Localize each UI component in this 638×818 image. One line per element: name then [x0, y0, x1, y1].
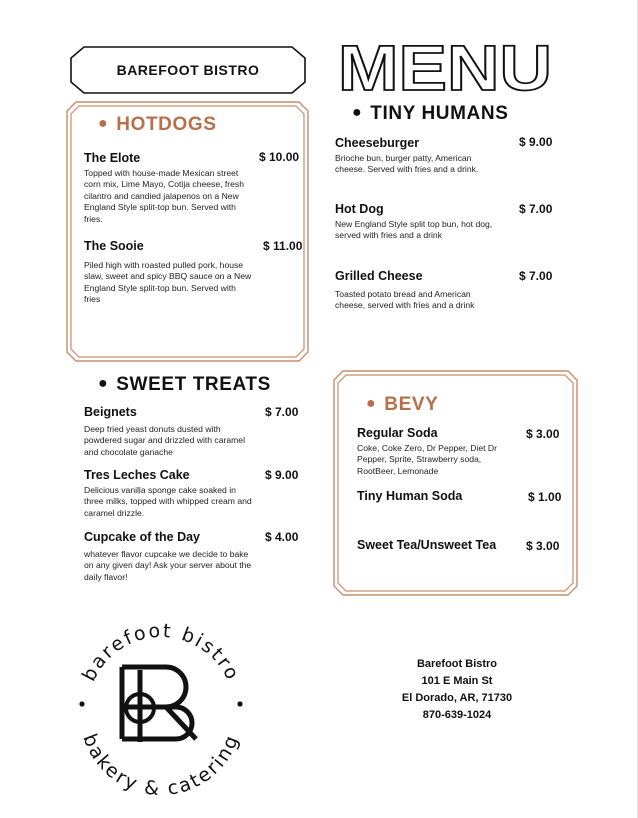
bevy-title: BEVY: [384, 394, 439, 415]
item-description: New England Style split top bun, hot dog, served with fries and a drink: [335, 219, 493, 241]
item-description: Delicious vanilla sponge cake soaked in three milks, topped with whipped cream and caramel drizzle.: [84, 485, 252, 518]
menu-item: [84, 151, 254, 225]
item-name: Cupcake of the Day: [84, 530, 201, 544]
item-name: Hot Dog: [335, 202, 384, 216]
hotdogs-title: HOTDOGS: [116, 114, 217, 135]
contact-name: Barefoot Bistro: [416, 658, 498, 670]
item-description: Topped with house-made Mexican street corn mix, Lime Mayo, Cotija cheese, fresh cilantro and candied jalapenos on a New England Style split-top bun. Served with fries.: [84, 168, 244, 224]
contact-city: El Dorado, AR, 71730: [401, 692, 513, 704]
item-name: Beignets: [84, 405, 137, 419]
item-description: Deep fried yeast donuts dusted with powdered sugar and drizzled with caramel and chocolate ganache: [84, 424, 245, 457]
item-price: $ 10.00: [259, 150, 300, 164]
item-description: Piled high with roasted pulled pork, house slaw, sweet and spicy BBQ sauce on a New England Style split-top bun. Served with fries: [84, 260, 252, 305]
item-name: Cheeseburger: [335, 136, 420, 150]
menu-item: [84, 239, 254, 306]
contact-phone: 870-639-1024: [422, 709, 492, 721]
item-name: Regular Soda: [357, 426, 438, 440]
item-price: $ 7.00: [519, 269, 553, 283]
sweet-treats-heading: [98, 374, 271, 396]
contact-street: 101 E Main St: [421, 675, 493, 687]
item-description: Coke, Coke Zero, Dr Pepper, Diet Dr Pepper, Sprite, Strawberry soda, RootBeer, Lemonade: [357, 443, 497, 476]
item-price: $ 3.00: [526, 539, 560, 553]
item-name: The Elote: [84, 151, 141, 165]
bistro-logo: [66, 612, 256, 802]
bullet-icon: ●: [98, 375, 109, 392]
item-description: whatever flavor cupcake we decide to bake on any given day! Ask your server about the daily flavor!: [84, 549, 252, 582]
item-price: $ 9.00: [265, 468, 299, 482]
item-price: $ 3.00: [526, 427, 560, 441]
item-name: Sweet Tea/Unsweet Tea: [357, 538, 497, 552]
logo-top-text: barefoot bistro: [77, 619, 245, 685]
item-price: $ 7.00: [519, 202, 553, 216]
hotdogs-heading: [98, 114, 217, 136]
bullet-icon: ●: [98, 115, 109, 132]
logo-bottom-text: bakery & catering: [78, 730, 244, 801]
item-price: $ 11.00: [263, 239, 303, 253]
item-name: Tres Leches Cake: [84, 468, 190, 482]
bevy-heading: [366, 394, 438, 416]
menu-item: [84, 405, 252, 458]
menu-heading-text: MENU: [338, 32, 552, 98]
item-price: $ 7.00: [265, 405, 299, 419]
hotdogs-frame: [66, 101, 309, 362]
sweet-treats-title: SWEET TREATS: [116, 374, 271, 395]
title-banner: [70, 46, 306, 94]
logo-dot-left: [79, 701, 84, 706]
menu-item: [335, 202, 495, 242]
contact-block: [390, 656, 524, 724]
bullet-icon: ●: [366, 395, 377, 412]
item-description: Brioche bun, burger patty, American cheese. Served with fries and a drink.: [335, 153, 479, 175]
item-price: $ 9.00: [519, 135, 553, 149]
menu-item: [335, 136, 495, 176]
item-description: Toasted potato bread and American cheese, served with fries and a drink: [335, 289, 475, 311]
menu-item: [335, 269, 495, 312]
menu-heading: [336, 32, 556, 98]
logo-dot-right: [237, 701, 242, 706]
item-price: $ 4.00: [265, 530, 299, 544]
restaurant-title: BAREFOOT BISTRO: [116, 62, 260, 78]
tiny-humans-heading: [352, 103, 508, 125]
bullet-icon: ●: [352, 104, 363, 121]
item-name: The Sooie: [84, 239, 144, 253]
item-name: Tiny Human Soda: [357, 489, 463, 503]
menu-item: [357, 426, 517, 477]
menu-item: [357, 538, 517, 552]
menu-item: [357, 489, 517, 503]
tiny-humans-title: TINY HUMANS: [370, 103, 509, 124]
logo-monogram: [122, 667, 196, 742]
menu-item: [84, 468, 252, 519]
menu-item: [84, 530, 252, 583]
item-name: Grilled Cheese: [335, 269, 423, 283]
item-price: $ 1.00: [528, 490, 562, 504]
